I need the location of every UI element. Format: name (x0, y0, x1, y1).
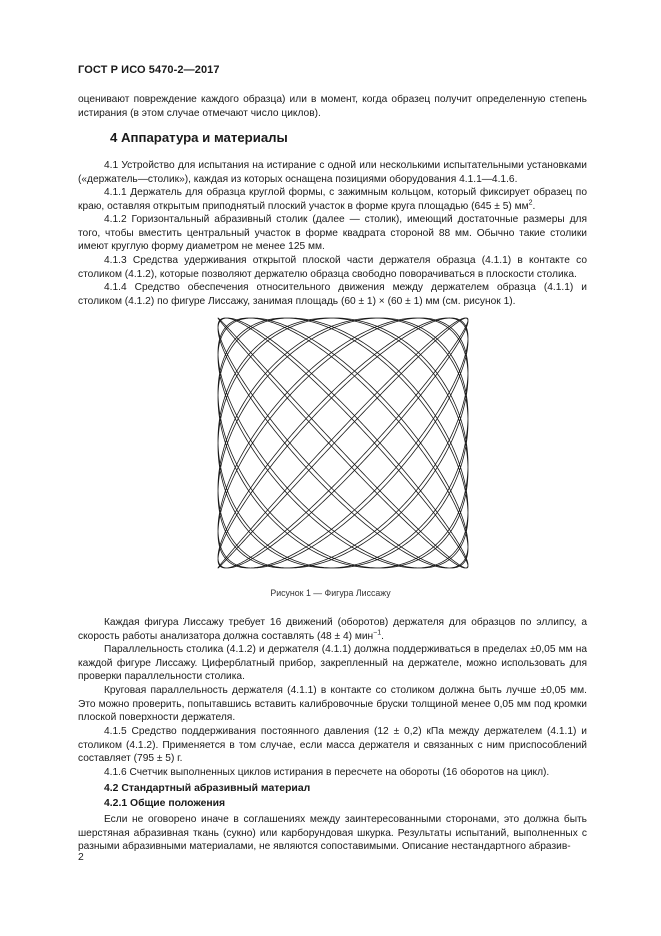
paragraph-4-1-3: 4.1.3 Средства удерживания открытой плоской части держателя образца (4.1.1) в контакте со столиком (4.1.2), которые позволяют держателю образца свободно поворачиваться в плоскости столика. (78, 255, 587, 280)
lissajous-curve (218, 318, 468, 568)
paragraph-4-1-2: 4.1.2 Горизонтальный абразивный столик (далее — столик), имеющий достаточные размеры для того, чтобы вместить центральный участок в форме квадрата стороной 88 мм. Обычно такие столики имеют круглую форму диаметром не менее 125 мм. (78, 214, 587, 253)
paragraph-lissajous-movements (78, 616, 587, 643)
paragraph-4-1-5: 4.1.5 Средство поддерживания постоянного давления (12 ± 0,2) кПа между держателем (4.1.1) и столиком (4.1.2). Применяется в том случае, если масса держателя и связанных с ним приспособлений составляет (795 ± 5) г. (78, 726, 587, 765)
lissajous-movements-text: Каждая фигура Лиссажу требует 16 движений (оборотов) держателя для образцов по эллипсу, а скорость работы анализатора должна составлять (48 ± 4) мин (78, 617, 587, 642)
paragraph-4-1-1-end: . (532, 200, 536, 212)
section-4-2-title: 4.2 Стандартный абразивный материал (104, 783, 311, 794)
intro-continuation: оценивают повреждение каждого образца) или в момент, когда образец получит определенную степень истирания (в этом случае отмечают число циклов). (78, 94, 587, 119)
lissajous-movements-end: . (381, 630, 384, 642)
paragraph-4-1-4: 4.1.4 Средство обеспечения относительного движения между держателем образца (4.1.1) и столиком (4.1.2) по фигуре Лиссажу, занимая площадь (60 ± 1) × (60 ± 1) мм (см. рисунок 1). (78, 282, 587, 307)
figure-1-caption: Рисунок 1 — Фигура Лиссажу (270, 588, 391, 598)
paragraph-4-1-6: 4.1.6 Счетчик выполненных циклов истирания в пересчете на обороты (16 оборотов на цикл). (104, 767, 550, 778)
paragraph-circular-parallelism: Круговая параллельность держателя (4.1.1) в контакте со столиком должна быть лучше ±0,05 мм. Это можно проверить, попытавшись вставить калибровочные бруски толщиной менее 0,05 мм под кромки плоской поверхности держателя. (78, 685, 587, 724)
section-4-title: 4 Аппаратура и материалы (110, 130, 288, 145)
paragraph-4-1: 4.1 Устройство для испытания на истирание с одной или несколькими испытательными установками («держатель—столик»), каждая из которых оснащена позициями оборудования 4.1.1—4.1.6. (78, 160, 587, 185)
speed-unit-superscript: −1 (373, 629, 382, 637)
paragraph-4-1-1-text: 4.1.1 Держатель для образца круглой формы, с зажимным кольцом, который фиксирует образец по краю, оставляя открытым приподнятый плоский участок в форме круга площадью (645 ± 5) мм (78, 187, 587, 212)
paragraph-4-2-1: Если не оговорено иначе в соглашениях между заинтересованными сторонами, это должна быть шерстяная абразивная ткань (сукно) или карборундовая шкурка. Результаты испытаний, выполненных с разными абразивными материалами, не являются сопоставимыми. Описание нестандартного абразив- (78, 814, 587, 853)
page-number: 2 (78, 852, 84, 863)
paragraph-parallelism: Параллельность столика (4.1.2) и держателя (4.1.1) должна поддерживаться в пределах ±0,05 мм на каждой фигуре Лиссажу. Циферблатный прибор, закрепленный на держателе, можно использовать для проверки параллельности столика. (78, 644, 587, 683)
section-4-2-1-title: 4.2.1 Общие положения (104, 798, 226, 809)
paragraph-4-1-1 (78, 186, 587, 213)
area-unit-superscript: 2 (528, 199, 533, 207)
standard-header: ГОСТ Р ИСО 5470-2—2017 (78, 64, 220, 76)
lissajous-figure (214, 314, 472, 572)
